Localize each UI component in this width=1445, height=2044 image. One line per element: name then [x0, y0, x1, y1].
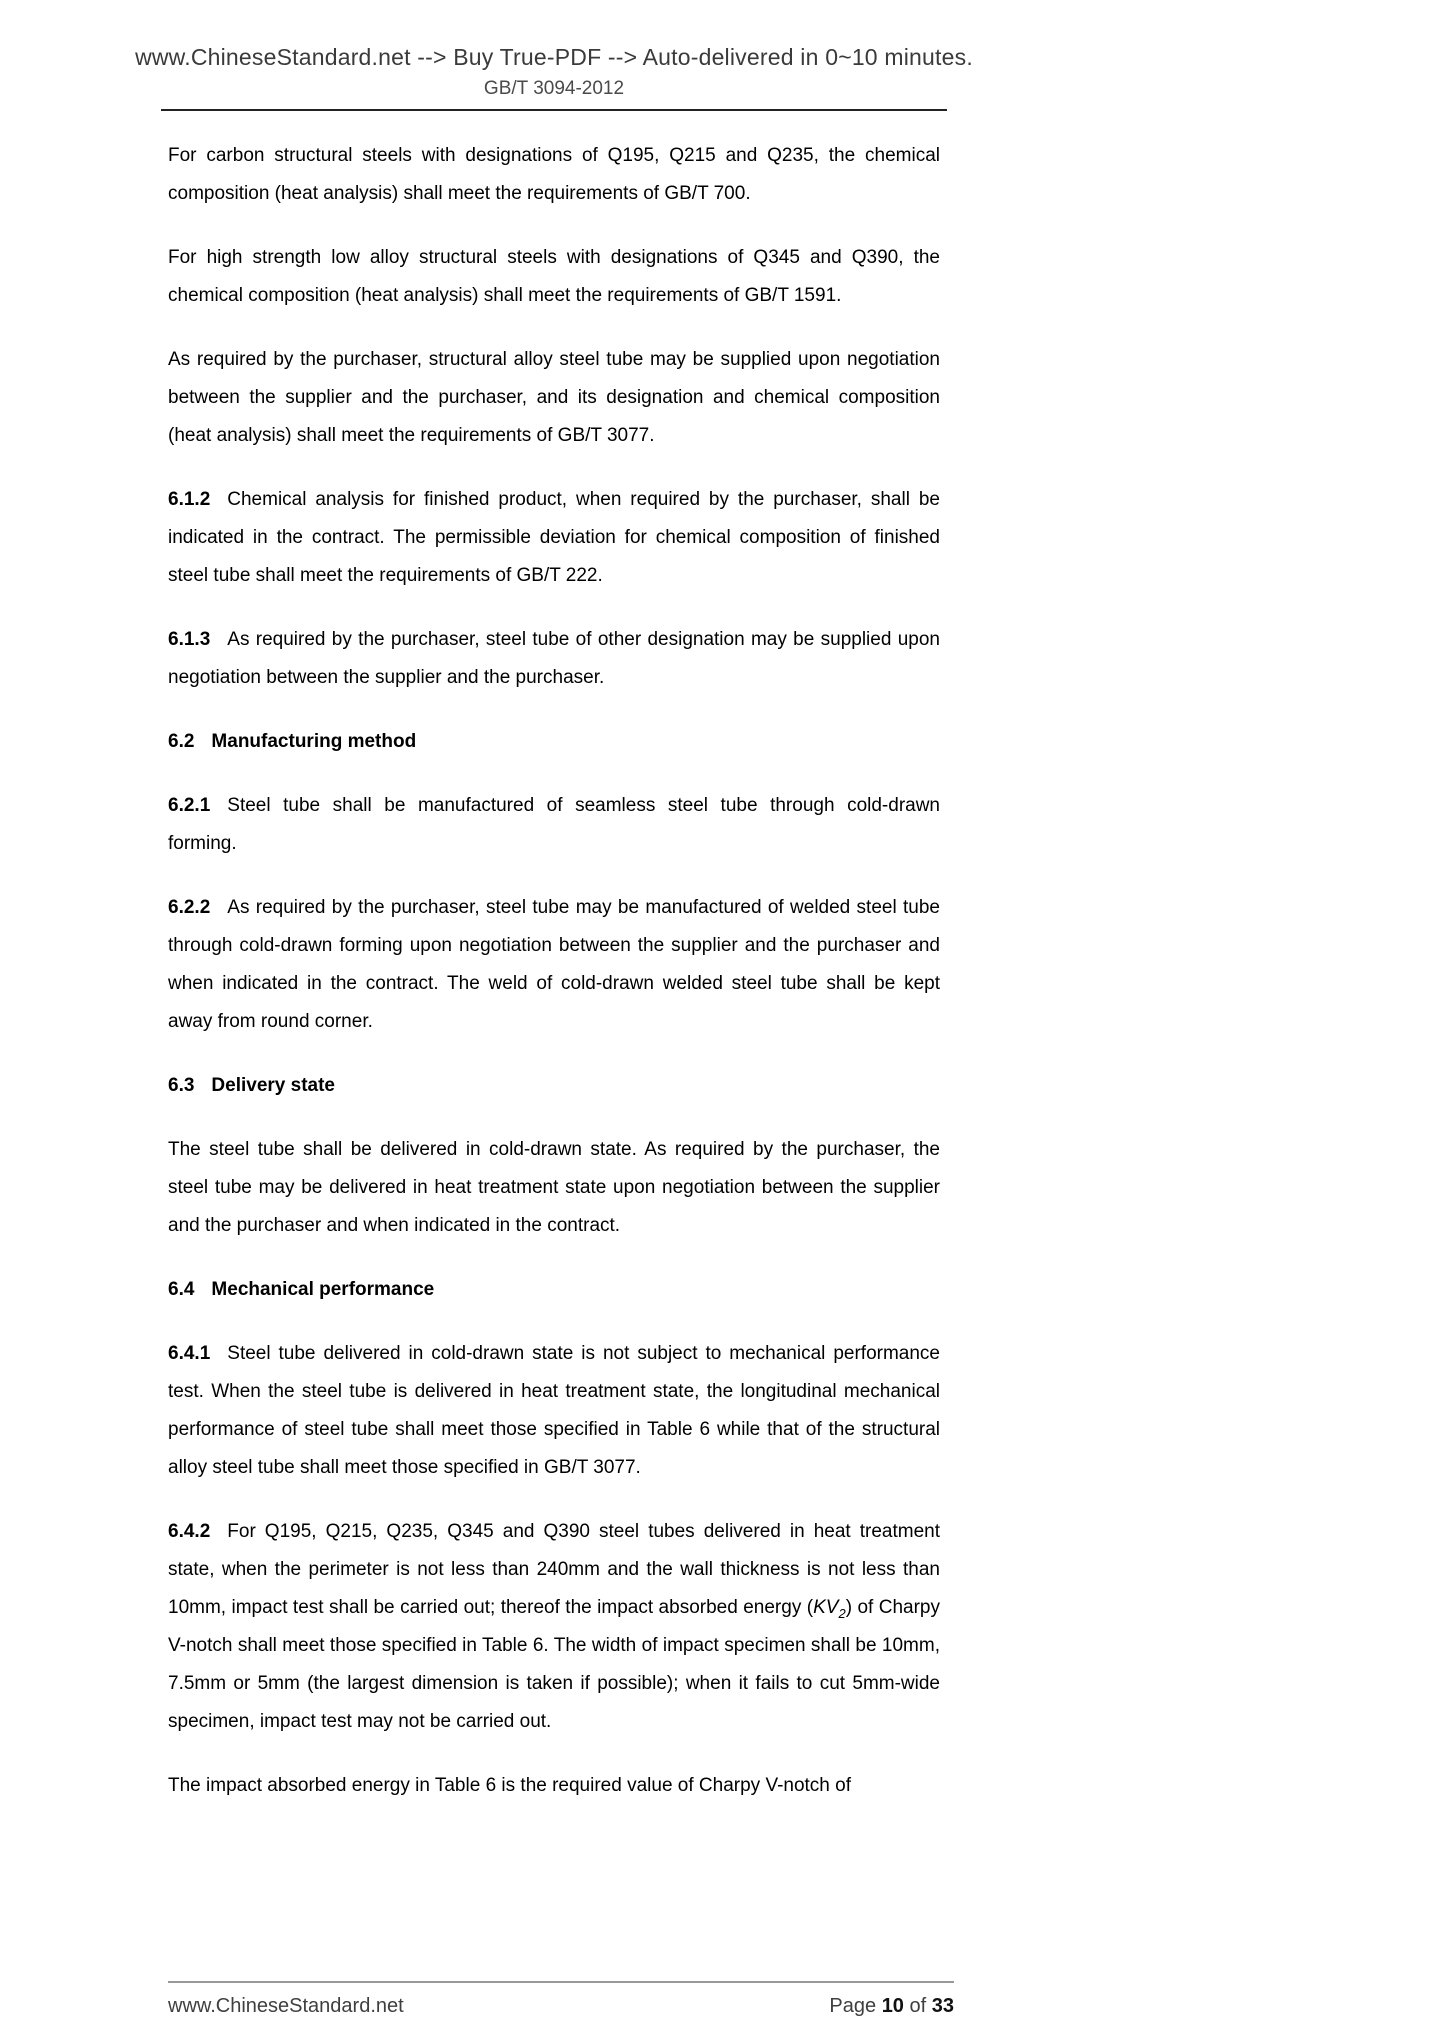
text-run: 6.1.2 — [168, 489, 211, 510]
section-heading — [168, 1067, 940, 1105]
text-run: For carbon structural steels with designations of Q195, Q215 and Q235, the chemical composition (heat analysis) shall meet the requirements of GB/T 700. — [168, 145, 940, 204]
paragraph — [168, 481, 940, 595]
text-run: As required by the purchaser, steel tube of other designation may be supplied upon negotiation between the supplier and the purchaser. — [168, 629, 940, 688]
paragraph — [168, 341, 940, 455]
text-run: As required by the purchaser, steel tube may be manufactured of welded steel tube through cold-drawn forming upon negotiation between the supplier and the purchaser and when indicated in the contract. The weld of cold-drawn welded steel tube shall be kept away from round corner. — [168, 897, 940, 1032]
text-run: ) of Charpy V-notch shall meet those specified in Table 6. The width of impact specimen shall be 10mm, 7.5mm or 5mm (the largest dimension is taken if possible); when it fails to cut 5mm-wide specimen, impact test may not be carried out. — [168, 1597, 940, 1732]
section-heading — [168, 723, 940, 761]
paragraph — [168, 787, 940, 863]
text-run: 2 — [838, 1605, 846, 1621]
text-run: 6.2 — [168, 731, 195, 752]
text-run: 6.4.1 — [168, 1343, 211, 1364]
text-run: Mechanical performance — [211, 1279, 435, 1300]
paragraph — [168, 889, 940, 1041]
text-run: For high strength low alloy structural steels with designations of Q345 and Q390, the chemical composition (heat analysis) shall meet the requirements of GB/T 1591. — [168, 247, 940, 306]
text-run: Steel tube delivered in cold-drawn state is not subject to mechanical performance test. When the steel tube is delivered in heat treatment state, the longitudinal mechanical performance of steel tube shall meet those specified in Table 6 while that of the structural alloy steel tube shall meet those specified in GB/T 3077. — [168, 1343, 940, 1478]
section-heading — [168, 1271, 940, 1309]
page-footer — [168, 1981, 954, 2018]
paragraph — [168, 137, 940, 213]
text-run: 6.1.3 — [168, 629, 211, 650]
paragraph — [168, 621, 940, 697]
text-run: KV — [813, 1597, 839, 1618]
page-label: Page — [829, 1995, 877, 2017]
page-total: 33 — [931, 1995, 954, 2017]
doc-number: GB/T 3094-2012 — [483, 78, 625, 99]
header-divider — [161, 109, 947, 111]
text-run: Delivery state — [211, 1075, 335, 1096]
text-run: Steel tube shall be manufactured of seamless steel tube through cold-drawn forming. — [168, 795, 940, 854]
paragraph — [168, 239, 940, 315]
text-run: The steel tube shall be delivered in cold-drawn state. As required by the purchaser, the steel tube may be delivered in heat treatment state upon negotiation between the supplier and the purchaser and when indicated in the contract. — [168, 1139, 940, 1236]
text-run: Manufacturing method — [211, 731, 417, 752]
document-body — [168, 137, 940, 1805]
text-run: The impact absorbed energy in Table 6 is the required value of Charpy V-notch of — [168, 1775, 851, 1796]
pdf-page — [112, 0, 996, 1831]
header-promo-text: www.ChineseStandard.net --> Buy True-PDF --> Auto-delivered in 0~10 minutes. — [135, 44, 973, 70]
text-run: 6.3 — [168, 1075, 195, 1096]
text-run: Chemical analysis for finished product, when required by the purchaser, shall be indicated in the contract. The permissible deviation for chemical composition of finished steel tube shall meet the requirements of GB/T 222. — [168, 489, 940, 586]
page-of-label: of — [909, 1995, 927, 2017]
paragraph — [168, 1767, 940, 1805]
page-current: 10 — [881, 1995, 904, 2017]
footer-divider — [168, 1981, 954, 1983]
text-run: 6.4.2 — [168, 1521, 211, 1542]
text-run: 6.4 — [168, 1279, 195, 1300]
text-run: 6.2.2 — [168, 897, 211, 918]
paragraph — [168, 1131, 940, 1245]
text-run: 6.2.1 — [168, 795, 211, 816]
text-run: For Q195, Q215, Q235, Q345 and Q390 steel tubes delivered in heat treatment state, when the perimeter is not less than 240mm and the wall thickness is not less than 10mm, impact test shall be carried out; thereof the impact absorbed energy ( — [168, 1521, 940, 1618]
paragraph — [168, 1513, 940, 1741]
page-indicator — [829, 1995, 954, 2018]
footer-site-text: www.ChineseStandard.net — [168, 1995, 404, 2017]
text-run: As required by the purchaser, structural alloy steel tube may be supplied upon negotiation between the supplier and the purchaser, and its designation and chemical composition (heat analysis) shall meet the requirements of GB/T 3077. — [168, 349, 940, 446]
paragraph — [168, 1335, 940, 1487]
